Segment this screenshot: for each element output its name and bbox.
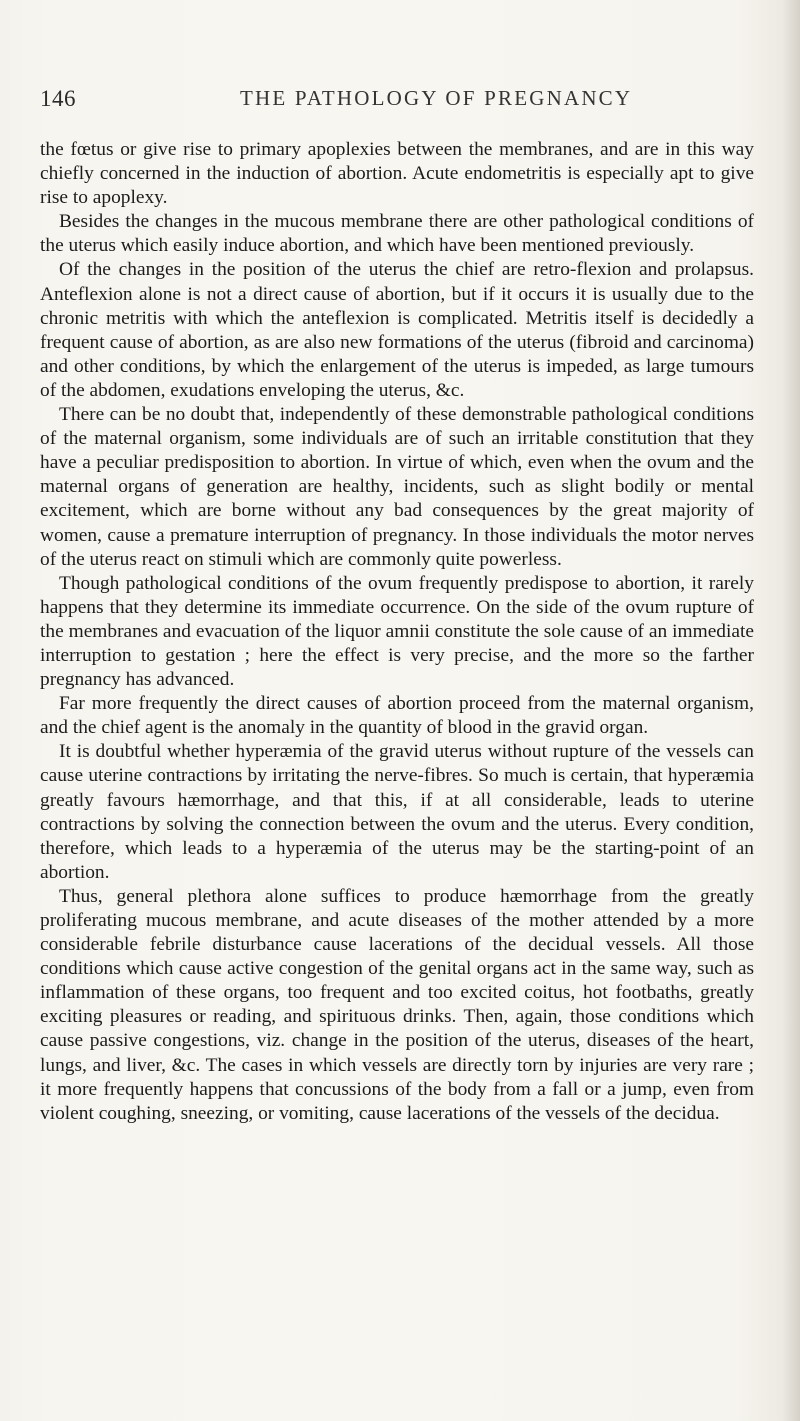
page-number: 146: [40, 86, 76, 111]
paragraph: Far more frequently the direct causes of abortion proceed from the maternal organism, and the chief agent is the anomaly in the quantity of blood in the gravid organ.: [40, 693, 754, 739]
paragraph: There can be no doubt that, independently of these demonstrable pathological conditions of the maternal organism, some individuals are of such an irritable constitution that they have a peculiar predisposition to abortion. In virtue of which, even when the ovum and the maternal organs of generation are healthy, incidents, such as slight bodily or mental excitement, which are borne without any bad consequences by the great majority of women, cause a premature interruption of pregnancy. In those individuals the motor nerves of the uterus react on stimuli which are commonly quite powerless.: [40, 404, 754, 570]
page-header: [40, 86, 754, 116]
page-edge-shadow: [782, 0, 800, 1421]
paragraph: Thus, general plethora alone suffices to produce hæmorrhage from the greatly proliferating mucous membrane, and acute diseases of the mother attended by a more considerable febrile disturbance cause lacerations of the decidual vessels. All those conditions which cause active congestion of the genital organs act in the same way, such as inflammation of these organs, too frequent and too excited coitus, hot footbaths, greatly exciting pleasures or reading, and spirituous drinks. Then, again, those conditions which cause passive congestions, viz. change in the position of the uterus, diseases of the heart, lungs, and liver, &c. The cases in which vessels are directly torn by injuries are very rare ; it more frequently happens that concussions of the body from a fall or a jump, even from violent coughing, sneezing, or vomiting, cause lacerations of the vessels of the decidua.: [40, 885, 754, 1124]
paragraph: Besides the changes in the mucous membrane there are other pathological conditions of the uterus which easily induce abortion, and which have been mentioned previously.: [40, 211, 754, 257]
paragraph: Though pathological conditions of the ovum frequently predispose to abortion, it rarely happens that they determine its immediate occurrence. On the side of the ovum rupture of the membranes and evacuation of the liquor amnii constitute the sole cause of an immediate interruption to gestation ; here the effect is very precise, and the more so the farther pregnancy has advanced.: [40, 572, 754, 691]
paragraph: Of the changes in the position of the uterus the chief are retro-flexion and prolapsus. Anteflexion alone is not a direct cause of abortion, but if it occurs it is usually due to the chronic metritis with which the anteflexion is complicated. Metritis itself is decidedly a frequent cause of abortion, as are also new formations of the uterus (fibroid and carcinoma) and other conditions, by which the enlargement of the uterus is impeded, as large tumours of the abdomen, exudations enveloping the uterus, &c.: [40, 259, 754, 401]
paragraph: It is doubtful whether hyperæmia of the gravid uterus without rupture of the vessels can cause uterine contractions by irritating the nerve-fibres. So much is certain, that hyperæmia greatly favours hæmorrhage, and that this, if at all considerable, leads to uterine contractions by solving the connection between the ovum and the uterus. Every condition, therefore, which leads to a hyperæmia of the uterus may be the starting-point of an abortion.: [40, 741, 754, 883]
running-head: THE PATHOLOGY OF PREGNANCY: [240, 86, 633, 110]
body-text: [40, 138, 754, 1126]
paragraph: the fœtus or give rise to primary apoplexies between the membranes, and are in this way chiefly concerned in the induction of abortion. Acute endometritis is especially apt to give rise to apoplexy.: [40, 139, 754, 209]
